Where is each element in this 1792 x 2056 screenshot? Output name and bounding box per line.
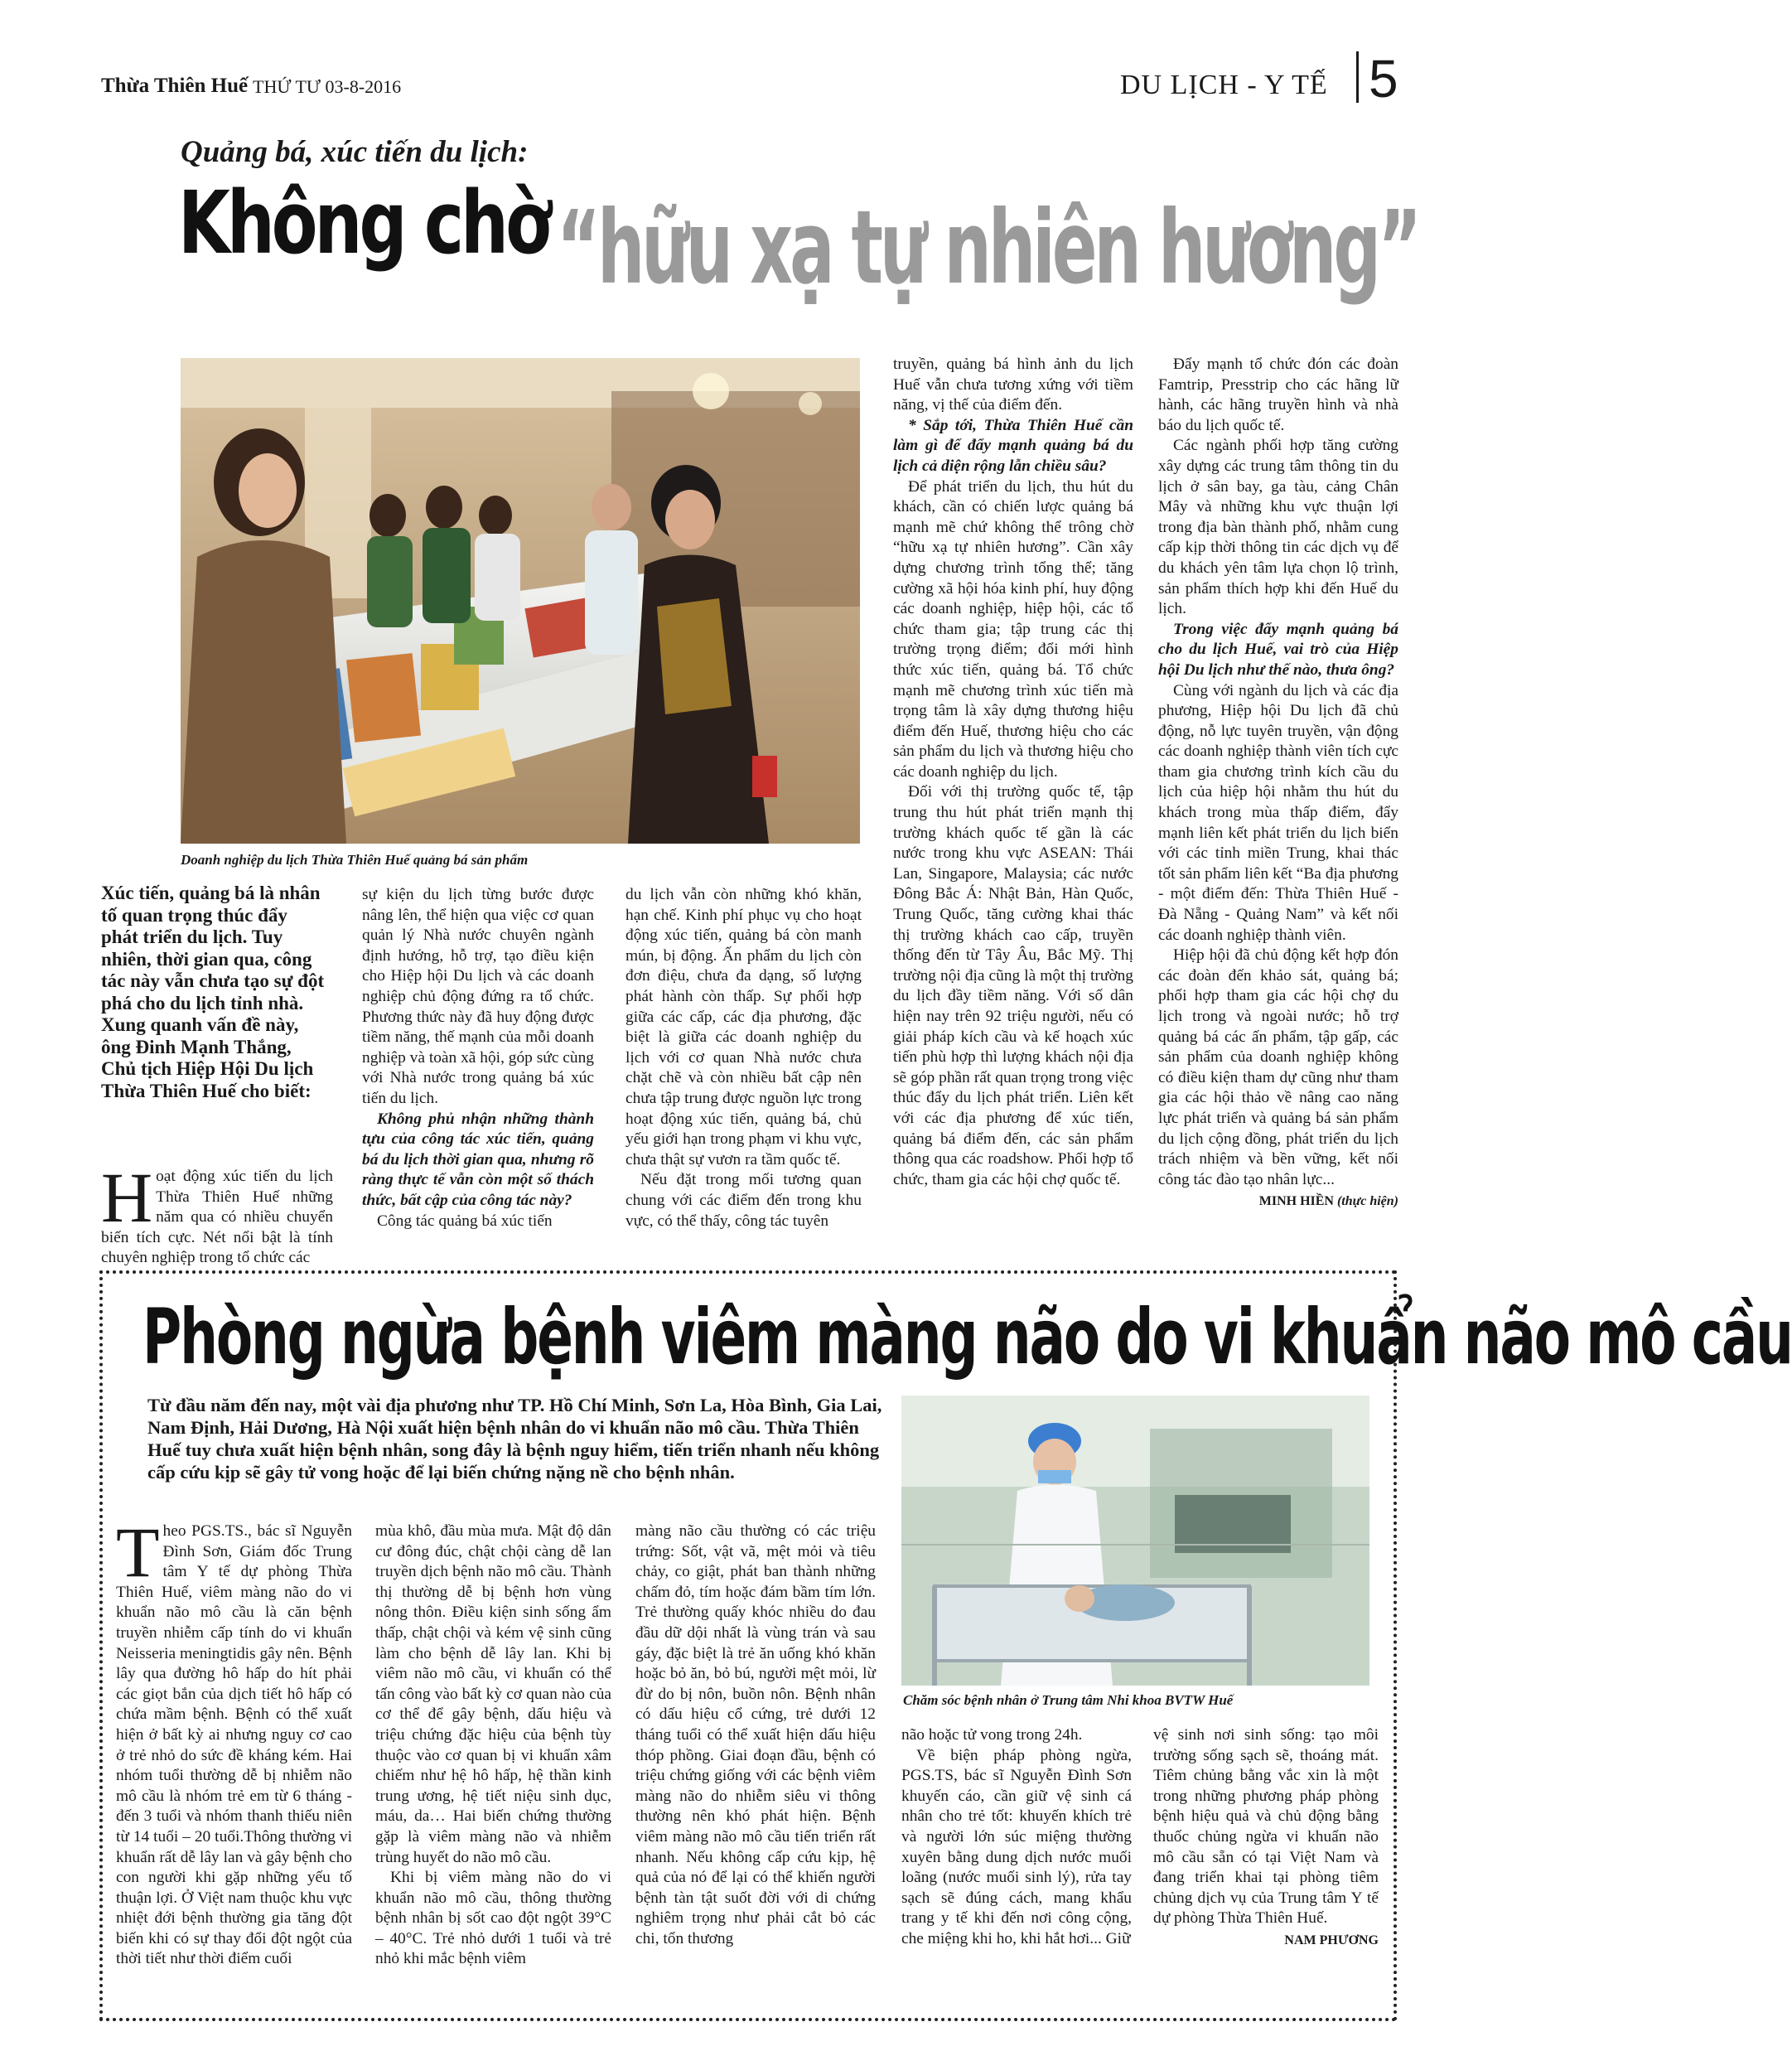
issue-date: THỨ TƯ 03-8-2016	[253, 76, 402, 97]
article1-col2	[362, 885, 594, 1231]
article1-col2-paragraph-2: Công tác quảng bá xúc tiến	[377, 1212, 553, 1230]
article2-col2	[375, 1521, 611, 1970]
article1-signature	[1158, 1192, 1398, 1212]
article1-author-note: (thực hiện)	[1336, 1194, 1398, 1209]
article2-lead: Từ đầu năm đến nay, một vài địa phương như TP. Hồ Chí Minh, Sơn La, Hòa Bình, Gia Lai, Nam Định, Hải Dương, Hà Nội xuất hiện bệnh nhân do vi khuẩn não mô cầu. Thừa Thiên Huế tuy chưa xuất hiện bệnh nhân, song đây là bệnh nguy hiểm, tiến triển nhanh nếu không cấp cứu kịp sẽ gây tử vong hoặc để lại biến chứng nặng nề cho bệnh nhân.	[147, 1395, 882, 1483]
article1-col4-paragraph: truyền, quảng bá hình ảnh du lịch Huế vẫn chưa tương xứng với tiềm năng, vị thế của điểm đến.	[893, 356, 1133, 414]
article2-col5	[1153, 1725, 1379, 1952]
article2-col1	[116, 1512, 352, 1970]
article1-col3	[626, 885, 862, 1231]
article2-photo	[901, 1396, 1369, 1686]
article1-col1-text: oạt động xúc tiến du lịch Thừa Thiên Huế những năm qua có nhiều chuyển biến tích cực. Nét nổi bật là tính chuyên nghiệp trong tổ chức các	[101, 1168, 333, 1267]
article1-photo-caption: Doanh nghiệp du lịch Thừa Thiên Huế quảng bá sản phẩm	[181, 852, 529, 868]
article2-col1-text: heo PGS.TS., bác sĩ Nguyễn Đình Sơn, Giám đốc Trung tâm Y tế dự phòng Thừa Thiên Huế, viêm màng não do vi khuẩn não mô cầu là căn bệnh truyền nhiễm cấp tính do vi khuẩn Neisseria meningtidis gây nên. Bệnh lây qua đường hô hấp do hít phải các giọt bắn của dịch tiết hô hấp có chứa mầm bệnh. Bệnh có thể xuất hiện ở bất kỳ ai nhưng nguy cơ cao ở trẻ nhỏ do sức đề kháng kém. Hai nhóm tuổi thường dễ bị nhiễm não mô cầu là nhóm trẻ em từ 6 tháng - đến 3 tuổi và nhóm thanh thiếu niên từ 14 tuổi – 20 tuổi.Thông thường vi khuẩn rất dễ lây lan và gây bệnh cho con người khi gặp những yếu tố thuận lợi. Ở Việt nam thuộc khu vực nhiệt đới bệnh thường gia tăng đột biến khi có sự thay đổi đột ngột của thời tiết như thời điểm cuối	[116, 1522, 352, 1968]
article1-col2-paragraph: sự kiện du lịch từng bước được nâng lên, thể hiện qua việc cơ quan quản lý Nhà nước chuyên ngành định hướng, hỗ trợ, tạo điều kiện cho Hiệp hội Du lịch và các doanh nghiệp chủ động đứng ra tổ chức. Phương thức này đã huy động được tiềm năng, thế mạnh của mỗi doanh nghiệp và toàn xã hội, góp sức cùng với Nhà nước trong quảng bá xúc tiến du lịch.	[362, 886, 594, 1107]
article1-photo	[181, 358, 860, 844]
article1-lead: Xúc tiến, quảng bá là nhân tố quan trọng thúc đẩy phát triển du lịch. Tuy nhiên, thời gian qua, công tác này vẫn chưa tạo sự đột phá cho du lịch tỉnh nhà. Xung quanh vấn đề này, ông Đinh Mạnh Thắng, Chủ tịch Hiệp Hội Du lịch Thừa Thiên Huế cho biết:	[101, 883, 325, 1101]
article2-headline: Phòng ngừa bệnh viêm màng não do vi khuẩn não mô cầu	[142, 1293, 1792, 1381]
article2-photo-caption: Chăm sóc bệnh nhân ở Trung tâm Nhi khoa BVTW Huế	[903, 1692, 1234, 1708]
article1-question-1: Không phủ nhận những thành tựu của công tác xúc tiến, quảng bá du lịch thời gian qua, nhưng rõ ràng thực tế vẫn còn một số thách thức, bất cập của công tác này?	[362, 1110, 594, 1209]
article2-signature: NAM PHƯƠNG	[1284, 1933, 1379, 1947]
article1-question-3: Trong việc đẩy mạnh quảng bá cho du lịch Huế, vai trò của Hiệp hội Du lịch như thế nào, thưa ông?	[1158, 620, 1398, 679]
article1-col5-paragraph-3: Cùng với ngành du lịch và các địa phương, Hiệp hội Du lịch đã chủ động, nỗ lực tuyên truyền, vận động các doanh nghiệp thành viên tích cực tham gia chương trình kích cầu du lịch của hiệp hội nhằm thu hút du khách trong mùa thấp điểm, đẩy mạnh liên kết phát triển du lịch biển với các tỉnh miền Trung, khai thác tốt sản phẩm liên kết “Ba địa phương - một điểm đến: Thừa Thiên Huế - Đà Nẵng - Quảng Nam” và kết nối các doanh nghiệp thành viên.	[1158, 681, 1398, 944]
article1-col4-paragraph-3: Đối với thị trường quốc tế, tập trung thu hút phát triển mạnh thị trường khách quốc tế gần là các nước trong khu vực ASEAN: Thái Lan, Singapore, Malaysia; các nước Đông Bắc Á: Nhật Bản, Hàn Quốc, Trung Quốc, tăng cường khai thác thị trường khách cao cấp, truyền thống đến từ Tây Âu, Bắc Mỹ. Thị trường nội địa cũng là một thị trường du lịch đầy tiềm năng. Với số dân hiện nay trên 92 triệu người, nếu có giải pháp kích cầu và kế hoạch xúc tiến phù hợp thì lượng khách nội địa sẽ góp phần rất quan trọng trong việc thúc đẩy du lịch phát triển. Liên kết với các địa phương để xúc tiến, quảng bá điểm đến, các sản phẩm thông qua các roadshow. Phối hợp tổ chức, tham gia các hội chợ quốc tế.	[893, 783, 1133, 1188]
article1-col5	[1158, 355, 1398, 1212]
article1-question-2: * Sắp tới, Thừa Thiên Huế cần làm gì để đẩy mạnh quảng bá du lịch cả diện rộng lẫn chiều sâu?	[893, 416, 1133, 475]
article1-kicker: Quảng bá, xúc tiến du lịch:	[181, 135, 529, 169]
article1-dropcap: H	[101, 1158, 153, 1237]
article1-col4	[893, 355, 1133, 1190]
tourism-booth-illustration	[181, 358, 860, 844]
section-name: DU LỊCH - Y TẾ	[1120, 70, 1328, 100]
article1-col5-paragraph: Đẩy mạnh tổ chức đón các đoàn Famtrip, Presstrip cho các hãng lữ hành, các hãng truyền hình và nhà báo du lịch quốc tế.	[1158, 356, 1398, 434]
article2-col3	[635, 1521, 876, 1949]
article1-col3-paragraph: du lịch vẫn còn những khó khăn, hạn chế. Kinh phí phục vụ cho hoạt động xúc tiến, quảng bá còn manh mún, bị động. Ấn phẩm du lịch còn đơn điệu, chưa đa dạng, số lượng phát hành còn thấp. Sự phối hợp giữa các cấp, các địa phương, đặc biệt là giữa các doanh nghiệp du lịch với cơ quan Nhà nước chưa chặt chẽ và còn nhiều bất cập nên chưa tập trung được nguồn lực trong hoạt động xúc tiến, quảng bá, chủ yếu giới hạn trong phạm vi khu vực, chưa thật sự vươn ra tầm quốc tế.	[626, 886, 862, 1168]
article2-col4-paragraph-2: Về biện pháp phòng ngừa, PGS.TS, bác sĩ Nguyễn Đình Sơn khuyến cáo, cần giữ vệ sinh cá nhân cho trẻ tốt: khuyến khích trẻ và người lớn súc miệng thường xuyên bằng dung dịch nước muối loãng (nước muối sinh lý), rửa tay sạch sẽ đúng cách, mang khẩu trang y tế khi đến nơi công cộng, che miệng khi ho, khi hắt hơi... Giữ	[901, 1746, 1132, 1947]
page-number: 5	[1369, 49, 1398, 109]
article2-col4	[901, 1725, 1132, 1950]
article1-col5-paragraph-4: Hiệp hội đã chủ động kết hợp đón các đoàn đến khảo sát, quảng bá; phối hợp tham gia các hội chợ du lịch trong và ngoài nước; hỗ trợ quảng bá các ấn phẩm, tập gấp, các sản phẩm của doanh nghiệp không có điều kiện tham dự cũng như tham gia các hội thảo về nâng cao năng lực phát triển và quảng bá sản phẩm du lịch cộng đồng, phát triển du lịch trách nhiệm và bền vững, kết nối công tác đào tạo nhân lực...	[1158, 946, 1398, 1188]
article2-col2-paragraph-2: Khi bị viêm màng não do vi khuẩn não mô cầu, thông thường bệnh nhân bị sốt cao đột ngột 39°C – 40°C. Trẻ nhỏ dưới 1 tuổi và trẻ nhỏ khi mắc bệnh viêm	[375, 1869, 611, 1968]
article2-col5-paragraph: vệ sinh nơi sinh sống: tạo môi trường sống sạch sẽ, thoáng mát. Tiêm chủng bằng vắc xin là một trong những phương pháp phòng bệnh hiệu quả và chủ động bằng thuốc chủng ngừa vi khuẩn não mô cầu sẵn có tại Việt Nam và đang triển khai tại phòng tiêm chủng dịch vụ của Trung tâm Y tế dự phòng Thừa Thiên Huế.	[1153, 1726, 1379, 1928]
publication-name: Thừa Thiên Huế	[101, 75, 249, 97]
article2-col2-paragraph: mùa khô, đầu mùa mưa. Mật độ dân cư đông đúc, chật chội càng dễ lan truyền dịch bệnh não mô cầu. Thành thị thường dễ bị bệnh hơn vùng nông thôn. Điều kiện sinh sống ẩm thấp, chật chội và kém vệ sinh cũng làm cho bệnh dễ lây lan. Khi bị viêm não mô cầu, vi khuẩn có thể tấn công vào bất kỳ cơ quan nào của cơ thể để gây bệnh, dấu hiệu và triệu chứng đặc hiệu của bệnh tùy thuộc vào cơ quan bị vi khuẩn xâm chiếm như hệ hô hấp, hệ thần kinh trung ương, hệ tiết niệu sinh dục, máu, da… Hai biến chứng thường gặp là viêm màng não và nhiễm trùng huyết do não mô cầu.	[375, 1522, 611, 1866]
pediatric-care-illustration	[901, 1396, 1369, 1686]
article2-col4-paragraph: não hoặc tử vong trong 24h.	[901, 1726, 1083, 1744]
article1-col3-paragraph-2: Nếu đặt trong mối tương quan chung với các điểm đến trong khu vực, có thể thấy, công tác tuyên	[626, 1171, 862, 1230]
article2-dropcap: T	[116, 1512, 160, 1592]
article2-col3-paragraph: màng não cầu thường có các triệu trứng: Sốt, vật vã, mệt mỏi và tiêu chảy, co giật, phát ban thành những chấm đỏ, tím hoặc đám bầm tím lớn. Trẻ thường quấy khóc nhiều do đau đầu dữ dội nhất là vùng trán và sau gáy, đặc biệt là trẻ ăn uống khó khăn hoặc bỏ ăn, bỏ bú, người mệt mỏi, lừ đừ do bị nôn, buồn nôn. Bệnh nhân có dấu hiệu cổ cứng, trẻ dưới 12 tháng tuổi có thể xuất hiện dấu hiệu thóp phồng. Giai đoạn đầu, bệnh có triệu chứng giống với các bệnh viêm màng não do nhiễm siêu vi thông thường nên khó phát hiện. Bệnh viêm màng não mô cầu tiến triển rất nhanh. Nếu không cấp cứu kịp, hệ quả của nó để lại có thể khiến người bệnh tàn tật suốt đời với di chứng nghiêm trọng như phải cắt bỏ các chi, tổn thương	[635, 1522, 876, 1947]
article1-headline-gray: “hữu xạ tự nhiên hương”	[557, 189, 1419, 307]
article1-author: MINH HIỀN	[1258, 1194, 1334, 1209]
article1-col5-paragraph-2: Các ngành phối hợp tăng cường xây dựng các trung tâm thông tin du lịch ở sân bay, ga tàu, cảng Chân Mây và những khu vực thuận lợi trong địa bàn thành phố, nhằm cung cấp kịp thời thông tin các dịch vụ để du khách yên tâm lựa chọn lộ trình, sản phẩm thích hợp khi đến Huế du lịch.	[1158, 437, 1398, 618]
article1-col1	[101, 1158, 333, 1269]
article1-col4-paragraph-2: Để phát triển du lịch, thu hút du khách, cần có chiến lược quảng bá mạnh mẽ chứ không thể trông chờ “hữu xạ tự nhiên hương”. Cần xây dựng chương trình tổng thể; tăng cường xã hội hóa kinh phí, huy động các doanh nghiệp, hiệp hội, các tổ chức tham gia; tập trung các thị trường trọng điểm; đổi mới hình thức xúc tiến, quảng bá. Tổ chức mạnh mẽ chương trình xúc tiến mà trọng tâm là xây dựng thương hiệu điểm đến Huế, thương hiệu cho các sản phẩm du lịch và thương hiệu cho các doanh nghiệp du lịch.	[893, 477, 1133, 781]
section-divider	[1356, 51, 1359, 103]
article1-headline-black: Không chờ	[178, 172, 548, 273]
